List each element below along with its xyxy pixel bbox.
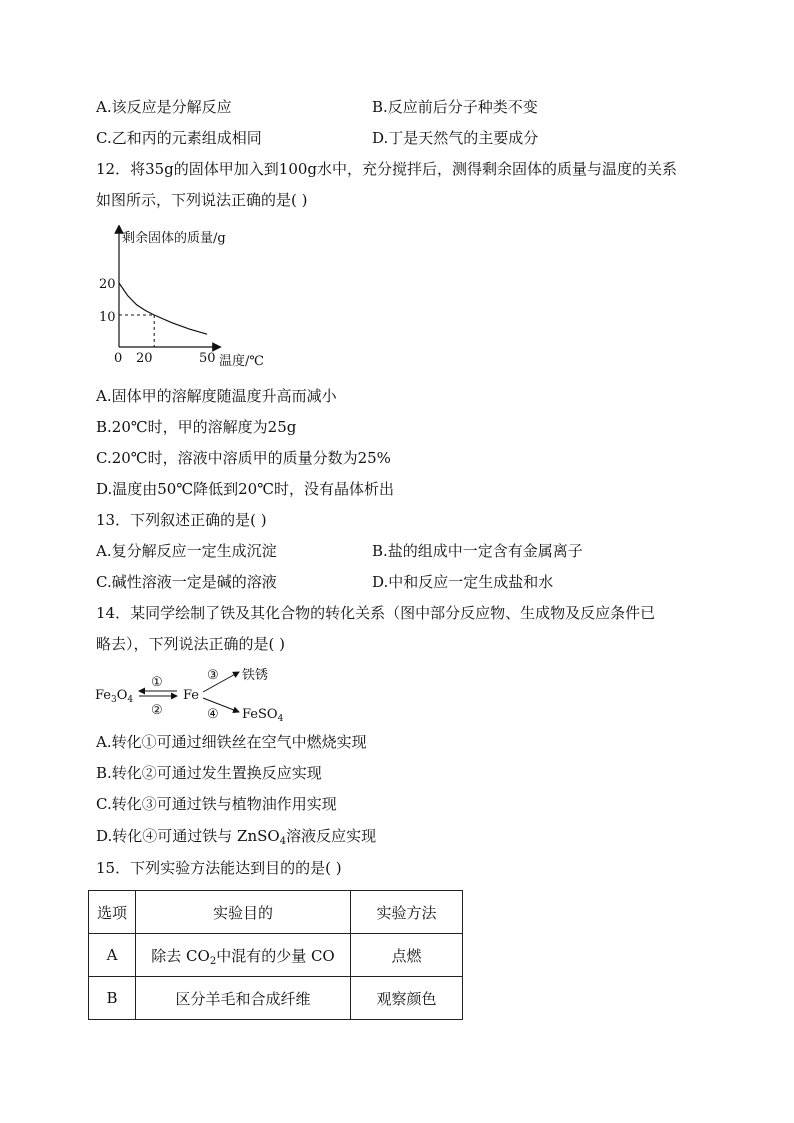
q13-option-c: C.碱性溶液一定是碱的溶液	[96, 573, 277, 591]
q13-option-b: B.盐的组成中一定含有金属离子	[372, 542, 583, 560]
q15-stem: 15．下列实验方法能达到目的的是( )	[96, 859, 342, 877]
q14-option-a: A.转化①可通过细铁丝在空气中燃烧实现	[96, 733, 367, 751]
row-b-option: B	[89, 977, 136, 1020]
q13-option-d: D.中和反应一定生成盐和水	[372, 573, 554, 591]
solubility-curve	[119, 283, 207, 334]
header-purpose: 实验目的	[136, 891, 351, 934]
header-method: 实验方法	[351, 891, 463, 934]
q14-diagram	[95, 662, 295, 722]
q11-option-d: D.丁是天然气的主要成分	[372, 129, 539, 147]
feso4-label: FeSO$_4$	[242, 707, 284, 722]
q11-option-c: C.乙和丙的元素组成相同	[96, 129, 262, 147]
row-a-option: A	[89, 934, 136, 977]
rust-label: 铁锈	[242, 668, 269, 683]
arrow-4-label: ④	[207, 707, 219, 722]
x-tick-50: 50	[199, 351, 216, 366]
q15-table	[88, 890, 463, 1020]
q12-chart	[95, 225, 295, 375]
q12-option-d: D.温度由50℃降低到20℃时，没有晶体析出	[96, 480, 394, 498]
arrow-2-label: ②	[151, 703, 163, 718]
x-axis-label: 温度/℃	[219, 354, 264, 369]
y-tick-20: 20	[99, 277, 116, 292]
q11-option-a: A.该反应是分解反应	[96, 98, 232, 116]
header-option: 选项	[89, 891, 136, 934]
arrow-1-label: ①	[151, 675, 163, 690]
table-header-row	[89, 891, 463, 934]
q14-stem-line2: 略去），下列说法正确的是( )	[96, 635, 285, 653]
q12-option-c: C.20℃时，溶液中溶质甲的质量分数为25%	[96, 449, 391, 467]
q12-stem-line2: 如图所示，下列说法正确的是( )	[96, 191, 308, 209]
origin-label: 0	[114, 351, 123, 366]
arrow-3-label: ③	[207, 668, 219, 683]
x-tick-20: 20	[136, 351, 153, 366]
fe3o4-label: $Fe_3O_4$	[95, 688, 134, 705]
q14-option-c: C.转化③可通过铁与植物油作用实现	[96, 795, 337, 813]
table-row	[89, 977, 463, 1020]
row-a-method: 点燃	[351, 934, 463, 977]
y-tick-10: 10	[99, 310, 116, 325]
q14-stem-line1: 14．某同学绘制了铁及其化合物的转化关系（图中部分反应物、生成物及反应条件已	[96, 604, 656, 622]
row-b-method: 观察颜色	[351, 977, 463, 1020]
q14-option-d: D.转化④可通过铁与 ZnSO$_4$溶液反应实现	[96, 827, 377, 847]
q14-option-b: B.转化②可通过发生置换反应实现	[96, 764, 322, 782]
q13-stem: 13．下列叙述正确的是( )	[96, 511, 267, 529]
row-b-purpose: 区分羊毛和合成纤维	[136, 977, 351, 1020]
q12-option-b: B.20℃时，甲的溶解度为25g	[96, 418, 297, 436]
y-axis-label: 剩余固体的质量/g	[122, 231, 226, 246]
q11-option-b: B.反应前后分子种类不变	[372, 98, 538, 116]
row-a-purpose: 除去 $CO_2$中混有的少量 CO	[136, 934, 351, 977]
table-row	[89, 934, 463, 977]
q13-option-a: A.复分解反应一定生成沉淀	[96, 542, 277, 560]
q12-stem-line1: 12．将35g的固体甲加入到100g水中，充分搅拌后，测得剩余固体的质量与温度的关系	[96, 160, 678, 178]
q12-option-a: A.固体甲的溶解度随温度升高而减小	[96, 387, 337, 405]
fe-label: Fe	[183, 688, 200, 703]
